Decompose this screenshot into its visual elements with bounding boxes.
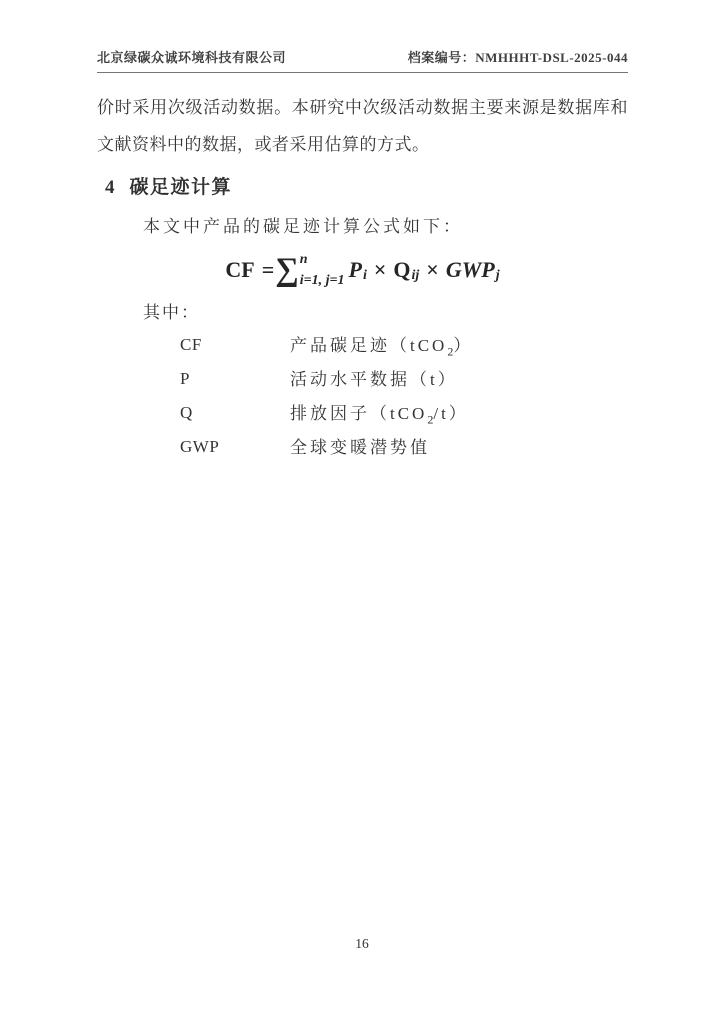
definition-text: 排放因子（tCO$_2$/t） [290,403,469,427]
page-number: 16 [355,936,369,951]
sigma-limits [300,252,345,288]
definition-term: Q [180,403,193,422]
definition-row-p [180,362,628,396]
sigma-symbol: ∑ [275,251,299,288]
page-header [97,50,628,73]
definition-text: 活动水平数据（t） [290,369,458,389]
doc-number-label: 档案编号： [407,50,476,65]
header-doc-number [408,50,628,66]
formula-lhs: CF [225,257,255,282]
definition-term: P [180,369,190,388]
definition-row-cf [180,328,628,362]
definition-term: CF [180,335,202,354]
formula-sub-i: i [362,268,367,283]
doc-number-value: NMHHHT-DSL-2025-044 [475,50,628,65]
section-title: 碳足迹计算 [129,177,233,198]
formula-sub-j: j [495,268,500,283]
sigma-upper-limit: n [299,252,308,267]
section-heading [97,176,628,200]
summation-group [275,252,348,288]
definition-text: 产品碳足迹（tCO$_2$） [290,335,474,359]
formula-term-p: P [348,257,362,282]
definitions-list [97,328,628,464]
definition-term: GWP [180,437,220,456]
body-paragraph: 价时采用次级活动数据。本研究中次级活动数据主要来源是数据库和文献资料中的数据，或者采用估算的方式。 [97,98,628,154]
section-number: 4 [105,177,115,198]
page-content [0,0,724,464]
sigma-lower-limit: i=1, j=1 [299,272,345,288]
carbon-footprint-formula [97,248,628,292]
formula-sub-ij: ij [411,268,420,283]
definition-text: 全球变暖潜势值 [290,437,430,457]
header-company-name: 北京绿碳众诚环境科技有限公司 [97,50,287,65]
equals-sign: = [261,257,275,282]
formula-intro-text: 本文中产品的碳足迹计算公式如下： [143,217,463,236]
formula-term-q: Q [393,257,411,282]
formula-term-gwp: GWP [445,257,495,282]
multiply-sign-2: × [426,257,439,282]
definition-row-gwp [180,430,628,464]
where-label: 其中： [143,303,200,322]
definition-row-q [180,396,628,430]
page-footer [0,936,724,952]
multiply-sign-1: × [373,257,387,282]
